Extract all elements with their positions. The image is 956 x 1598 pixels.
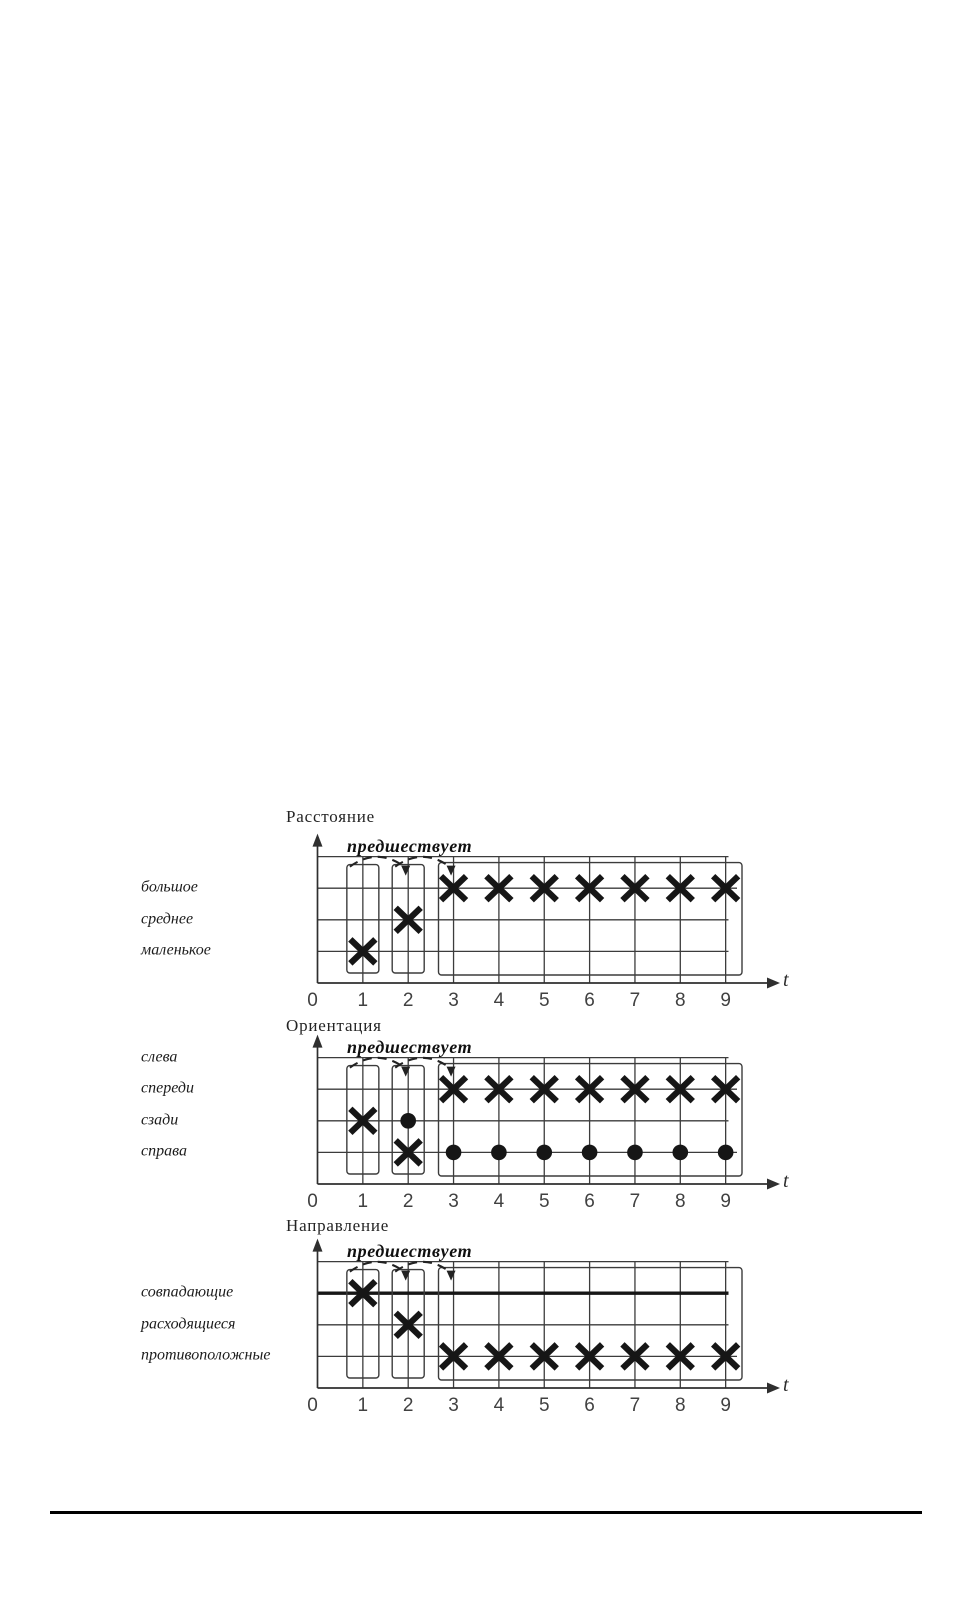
- tick-label: 3: [448, 1395, 459, 1416]
- tick-label: 2: [402, 1395, 414, 1416]
- tick-label: 0: [307, 990, 318, 1011]
- tick-label: 3: [448, 990, 459, 1011]
- tick-label: 4: [493, 1191, 505, 1212]
- tick-label: 1: [357, 990, 369, 1011]
- x-axis-arrowhead: [767, 978, 780, 989]
- tick-label: 5: [538, 1395, 550, 1416]
- dot-mark: [536, 1145, 552, 1161]
- tick-label: 1: [357, 1395, 369, 1416]
- tick-label: 6: [584, 990, 595, 1011]
- tick-label: 8: [675, 1395, 686, 1416]
- tick-label: 0: [307, 1395, 318, 1416]
- tick-label: 5: [538, 990, 550, 1011]
- category-label: противоположные: [141, 1346, 271, 1364]
- relation-label: предшествует: [347, 1240, 473, 1261]
- category-label: слева: [141, 1047, 178, 1065]
- tick-label: 7: [629, 1191, 641, 1212]
- chart-orientation: [313, 1035, 781, 1190]
- tick-label: 9: [720, 1395, 731, 1416]
- category-label: совпадающие: [141, 1283, 234, 1301]
- y-axis-arrowhead: [313, 1239, 323, 1252]
- tick-label: 4: [493, 990, 505, 1011]
- tick-label: 2: [402, 1191, 414, 1212]
- chart-title: Расстояние: [286, 806, 376, 826]
- tick-label: 5: [538, 1191, 550, 1212]
- group-box: [439, 863, 743, 975]
- category-label: спереди: [141, 1079, 194, 1097]
- tick-label: 7: [629, 990, 641, 1011]
- dot-mark: [673, 1145, 689, 1161]
- tick-label: 4: [493, 1395, 505, 1416]
- tick-label: 9: [720, 1191, 731, 1212]
- category-label: расходящиеся: [141, 1315, 236, 1333]
- x-axis-label: t: [783, 1374, 789, 1396]
- x-axis-arrowhead: [767, 1179, 780, 1190]
- y-axis-arrowhead: [313, 834, 323, 847]
- chart-distance: [313, 834, 781, 989]
- tick-label: 6: [584, 1395, 595, 1416]
- category-label: среднее: [141, 910, 194, 928]
- tick-label: 0: [307, 1191, 318, 1212]
- chart-direction: [313, 1239, 781, 1394]
- x-axis-label: t: [783, 969, 789, 991]
- chart-title: Направление: [286, 1215, 390, 1235]
- tick-label: 8: [675, 990, 686, 1011]
- tick-label: 7: [629, 1395, 641, 1416]
- dot-mark: [582, 1145, 598, 1161]
- dot-mark: [446, 1145, 462, 1161]
- tick-label: 2: [402, 990, 414, 1011]
- tick-label: 1: [357, 1191, 369, 1212]
- dot-mark: [718, 1145, 734, 1161]
- y-axis-arrowhead: [313, 1035, 323, 1048]
- relation-label: предшествует: [347, 835, 473, 856]
- category-label: маленькое: [141, 941, 211, 959]
- relation-label: предшествует: [347, 1036, 473, 1057]
- tick-label: 8: [675, 1191, 686, 1212]
- chart-title: Ориентация: [286, 1015, 382, 1035]
- tick-label: 6: [584, 1191, 595, 1212]
- category-label: большое: [141, 878, 198, 896]
- category-label: справа: [141, 1142, 187, 1160]
- category-label: сзади: [141, 1111, 179, 1129]
- group-box: [439, 1268, 743, 1380]
- dot-mark: [400, 1113, 416, 1129]
- x-axis-arrowhead: [767, 1383, 780, 1394]
- dot-mark: [491, 1145, 507, 1161]
- x-axis-label: t: [783, 1170, 789, 1192]
- tick-label: 9: [720, 990, 731, 1011]
- tick-label: 3: [448, 1191, 459, 1212]
- dot-mark: [627, 1145, 643, 1161]
- footer-rule: [50, 1511, 922, 1514]
